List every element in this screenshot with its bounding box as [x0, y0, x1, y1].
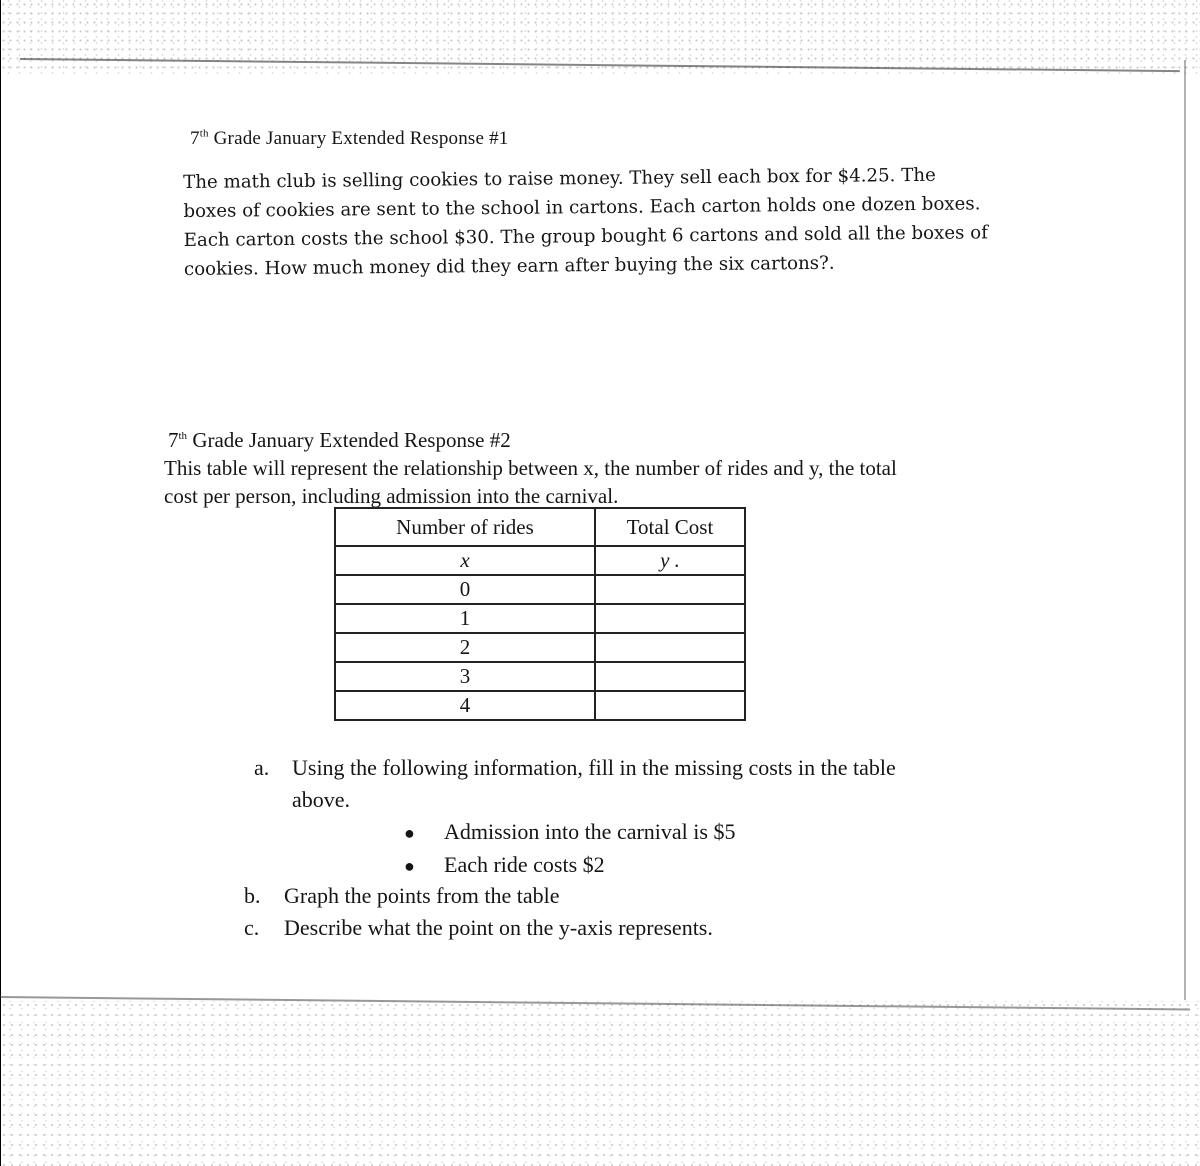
table-row	[335, 604, 745, 633]
part-c-marker: c.	[244, 915, 260, 940]
rides-cell: 2	[335, 633, 595, 662]
part-c	[244, 912, 713, 944]
rides-cell: 4	[335, 691, 595, 720]
q1-title-sup: th	[199, 127, 209, 140]
bullet-text: Admission into the carnival is $5	[444, 819, 736, 844]
bullet-text: Each ride costs $2	[444, 852, 605, 877]
variable-x: x	[335, 546, 595, 575]
q2-line: cost per person, including admission into the carnival.	[164, 484, 619, 508]
question2-body	[164, 454, 1034, 510]
rides-cost-table	[334, 507, 746, 721]
scan-border-left	[0, 0, 1, 1166]
bullet-icon: ●	[404, 856, 415, 876]
paper-edge-right	[1184, 60, 1186, 1000]
list-item	[404, 849, 735, 882]
q2-line: This table will represent the relationship between x, the number of rides and y, the total	[164, 456, 897, 480]
part-b	[244, 880, 713, 912]
q1-line: The math club is selling cookies to raise money. They sell each box for $4.25. The	[183, 164, 936, 193]
question2-title	[168, 428, 511, 453]
table-row	[335, 575, 745, 604]
scan-noise-bottom	[0, 1000, 1200, 1166]
q1-line: boxes of cookies are sent to the school in cartons. Each carton holds one dozen boxes.	[183, 193, 981, 222]
table-row	[335, 662, 745, 691]
list-item	[404, 816, 735, 849]
question1-title	[190, 128, 509, 150]
q1-title-number: 7	[190, 128, 200, 149]
table-variable-row	[335, 546, 745, 575]
info-bullets	[404, 816, 735, 882]
table-row	[335, 691, 745, 720]
q2-title-text: Grade January Extended Response #2	[187, 428, 511, 452]
rides-cell: 1	[335, 604, 595, 633]
cost-cell[interactable]	[595, 604, 745, 633]
rides-cell: 0	[335, 575, 595, 604]
part-a	[254, 752, 1014, 816]
cost-cell[interactable]	[595, 633, 745, 662]
cost-cell[interactable]	[595, 691, 745, 720]
q1-title-text: Grade January Extended Response #1	[208, 128, 509, 149]
variable-y: y .	[595, 546, 745, 575]
header-number-of-rides: Number of rides	[335, 508, 595, 546]
header-total-cost: Total Cost	[595, 508, 745, 546]
table-row	[335, 633, 745, 662]
parts-b-c	[244, 880, 713, 944]
cost-cell[interactable]	[595, 662, 745, 691]
cost-cell[interactable]	[595, 575, 745, 604]
q2-title-sup: th	[178, 430, 188, 442]
q1-line: cookies. How much money did they earn after buying the six cartons?.	[183, 252, 835, 280]
part-a-marker: a.	[254, 755, 270, 780]
part-b-marker: b.	[244, 883, 261, 908]
bullet-icon: ●	[404, 823, 415, 843]
part-a-text-cont: above.	[292, 787, 351, 812]
rides-cell: 3	[335, 662, 595, 691]
part-b-text: Graph the points from the table	[284, 883, 560, 908]
part-c-text: Describe what the point on the y-axis represents.	[284, 915, 713, 940]
q2-title-number: 7	[168, 428, 179, 452]
part-a-text: Using the following information, fill in the missing costs in the table	[292, 755, 896, 780]
table-header-row	[335, 508, 745, 546]
q1-line: Each carton costs the school $30. The group bought 6 cartons and sold all the boxes of	[183, 222, 988, 251]
question1-body	[183, 160, 1014, 284]
